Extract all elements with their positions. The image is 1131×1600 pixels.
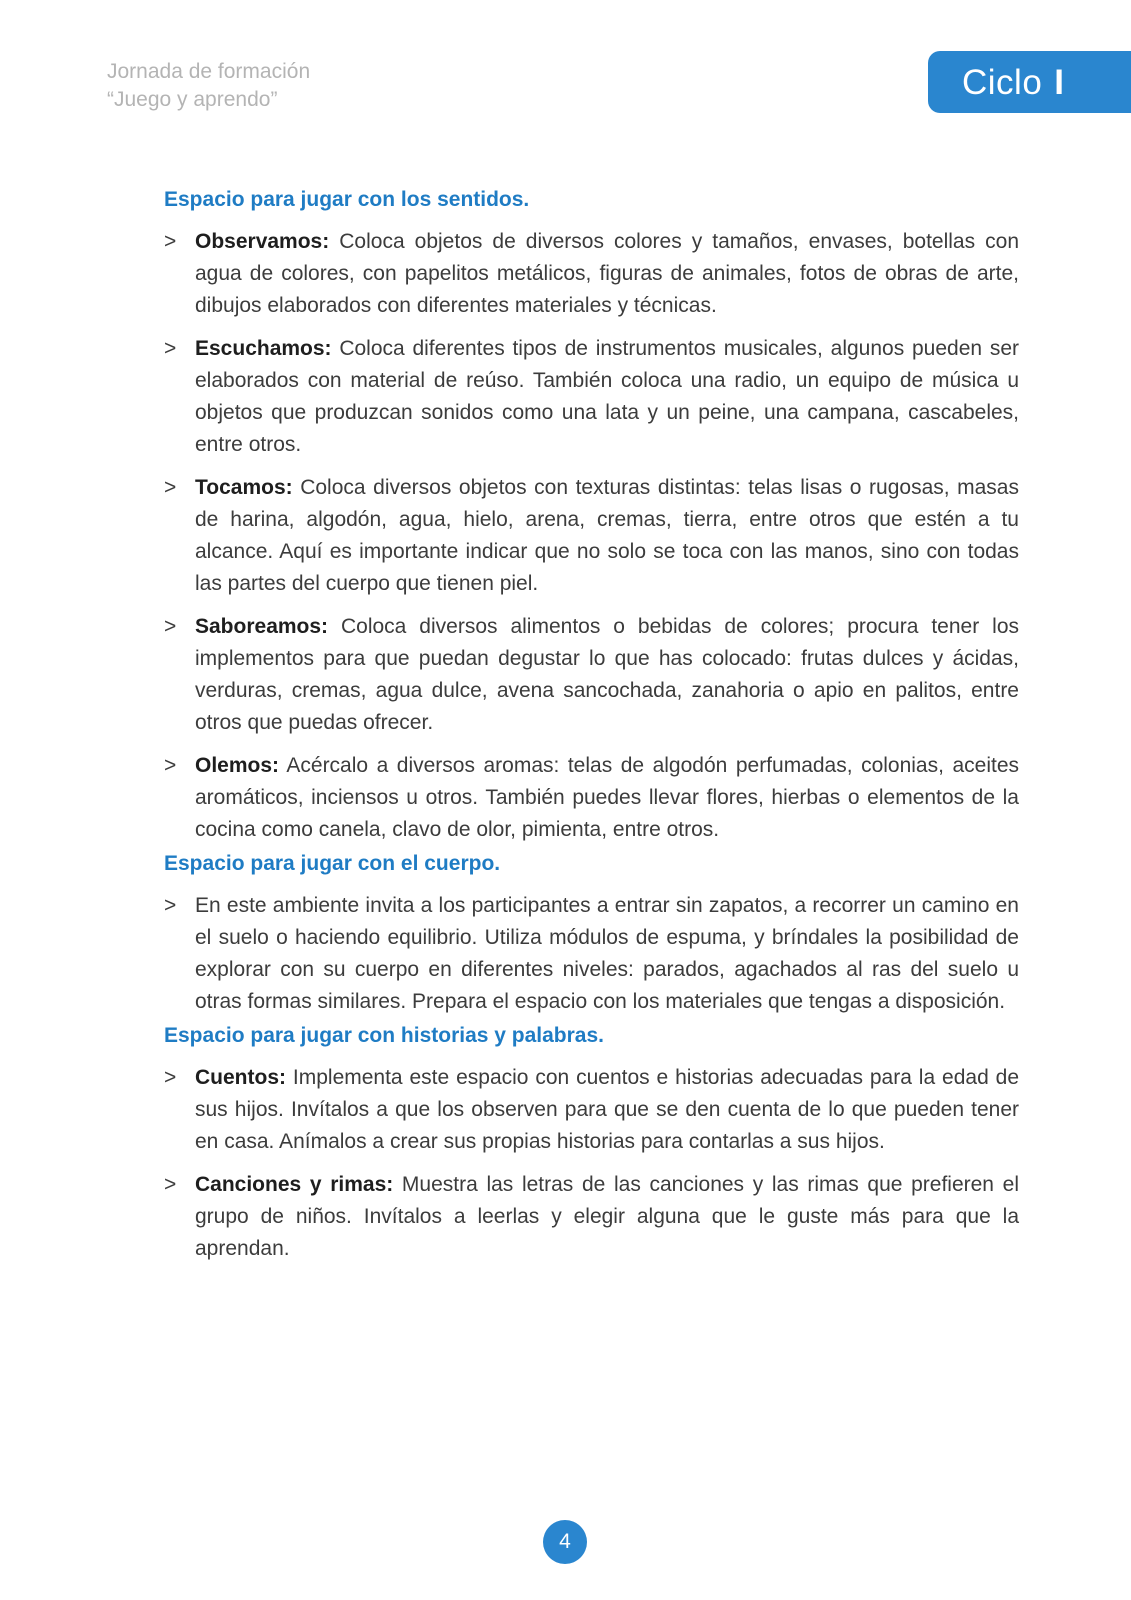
item-term: Canciones y rimas: [195, 1173, 394, 1196]
document-header [107, 58, 310, 114]
item-text: Coloca objetos de diversos colores y tamaños, envases, botellas con agua de colores, con papelitos metálicos, figuras de animales, fotos de obras de arte, dibujos elaborados con diferentes materiales y técnicas. [195, 230, 1019, 317]
bullet-marker: > [164, 615, 177, 638]
bullet-marker: > [164, 230, 177, 253]
item-term: Olemos: [195, 754, 280, 777]
list-item [164, 226, 1019, 322]
item-text: En este ambiente invita a los participantes a entrar sin zapatos, a recorrer un camino en el suelo o haciendo equilibrio. Utiliza módulos de espuma, y bríndales la posibilidad de explorar con su cuerpo en diferentes niveles: parados, agachados al ras del suelo u otras formas similares. Prepara el espacio con los materiales que tengas a disposición. [195, 894, 1019, 1013]
item-text: Coloca diferentes tipos de instrumentos musicales, algunos pueden ser elaborados con material de reúso. También coloca una radio, un equipo de música u objetos que produzcan sonidos como una lata y un peine, una campana, cascabeles, entre otros. [195, 337, 1019, 456]
bullet-marker: > [164, 1066, 177, 1089]
cycle-tab-label: Ciclo [962, 62, 1043, 102]
bullet-marker: > [164, 1173, 177, 1196]
section-title: Espacio para jugar con los sentidos. [164, 188, 530, 211]
item-text: Coloca diversos alimentos o bebidas de colores; procura tener los implementos para que puedan degustar lo que has colocado: frutas dulces y ácidas, verduras, cremas, agua dulce, avena sancochada, zanahoria o apio en palitos, entre otros que puedas ofrecer. [195, 615, 1019, 734]
list-item [164, 890, 1019, 1018]
item-text: Implementa este espacio con cuentos e historias adecuadas para la edad de sus hijos. Invítalos a que los observen para que se den cuenta de lo que pueden tener en casa. Anímalos a crear sus propias historias para contarlas a sus hijos. [195, 1066, 1019, 1153]
bullet-marker: > [164, 894, 177, 917]
list-item [164, 611, 1019, 739]
page-content [164, 186, 1019, 1276]
page-number: 4 [543, 1520, 587, 1564]
header-line-2: “Juego y aprendo” [107, 88, 278, 111]
section-body [164, 850, 1019, 1018]
section-title: Espacio para jugar con historias y palabras. [164, 1024, 604, 1047]
item-term: Observamos: [195, 230, 330, 253]
item-term: Tocamos: [195, 476, 293, 499]
item-term: Saboreamos: [195, 615, 329, 638]
list-item [164, 750, 1019, 846]
section-senses [164, 186, 1019, 846]
cycle-tab [928, 51, 1131, 113]
item-term: Escuchamos: [195, 337, 332, 360]
list-item [164, 1169, 1019, 1265]
item-text: Muestra las letras de las canciones y las rimas que prefieren el grupo de niños. Invítalos a leerlas y elegir alguna que le guste más para que la aprendan. [195, 1173, 1019, 1260]
list-item [164, 333, 1019, 461]
bullet-marker: > [164, 337, 177, 360]
list-item [164, 472, 1019, 600]
item-text: Coloca diversos objetos con texturas distintas: telas lisas o rugosas, masas de harina, algodón, agua, hielo, arena, cremas, tierra, entre otros que estén a tu alcance. Aquí es importante indicar que no solo se toca con las manos, sino con todas las partes del cuerpo que tienen piel. [195, 476, 1019, 595]
item-text: Acércalo a diversos aromas: telas de algodón perfumadas, colonias, aceites aromáticos, inciensos u otros. También puedes llevar flores, hierbas o elementos de la cocina como canela, clavo de olor, pimienta, entre otros. [195, 754, 1019, 841]
bullet-marker: > [164, 754, 177, 777]
bullet-marker: > [164, 476, 177, 499]
section-title: Espacio para jugar con el cuerpo. [164, 852, 501, 875]
list-item [164, 1062, 1019, 1158]
cycle-tab-number: I [1054, 62, 1065, 102]
item-term: Cuentos: [195, 1066, 286, 1089]
section-stories [164, 1022, 1019, 1265]
header-line-1: Jornada de formación [107, 60, 311, 83]
